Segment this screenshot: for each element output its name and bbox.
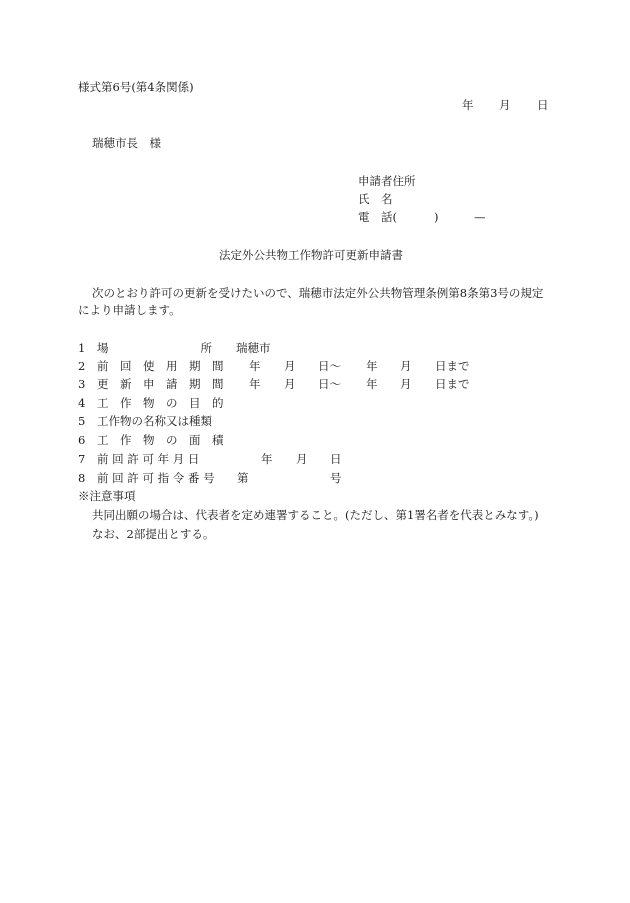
item-number: 7 [78,452,86,466]
period-text: 月 [284,377,296,391]
form-number: 様式第6号(第4条関係) [78,80,194,94]
date-day: 日 [537,98,549,112]
item-number: 6 [78,433,86,447]
item-label: 更 新 申 請 期 間 [97,377,224,391]
item-number: 5 [78,414,86,428]
period-text: 日まで [435,359,470,373]
document-title: 法定外公共物工作物許可更新申請書 [219,248,403,262]
body-line-2: により申請します。 [78,303,181,317]
item-label: 前 回 許 可 年 月 日 [97,452,200,466]
order-number-prefix: 第 [237,471,249,485]
period-text: 月 [400,359,412,373]
period-text: 年 [249,359,261,373]
date-month: 月 [499,98,511,112]
date-text: 月 [296,452,308,466]
notes-line-2: なお、2部提出とする。 [92,527,215,541]
applicant-phone-close: ) [434,210,439,224]
notes-line-1: 共同出願の場合は、代表者を定め連署すること。(ただし、第1署名者を代表とみなす。) [92,508,539,522]
item-label: 工 作 物 の 面 積 [97,433,224,447]
item-label: 工作物の名称又は種類 [97,414,212,428]
addressee: 瑞穂市長 様 [92,136,161,150]
applicant-phone-label: 電 話( [358,210,397,224]
item-number: 1 [78,341,86,355]
applicant-name-label-2: 名 [381,192,393,206]
body-line-1: 次のとおり許可の更新を受けたいので、瑞穂市法定外公共物管理条例第8条第3号の規定 [92,286,544,300]
applicant-phone-dash: — [474,210,486,224]
item-number: 8 [78,471,86,485]
item-label: 前 回 許 可 指 令 番 号 [97,471,215,485]
item-number: 4 [78,396,86,410]
date-year: 年 [462,98,474,112]
item-value: 瑞穂市 [236,341,271,355]
period-text: 日まで [435,377,470,391]
item-label: 工 作 物 の 目 的 [97,396,224,410]
period-text: 年 [366,377,378,391]
period-text: 月 [284,359,296,373]
period-text: 年 [249,377,261,391]
notes-heading: ※注意事項 [78,489,136,503]
date-text: 日 [330,452,342,466]
period-text: 日〜 [318,377,341,391]
period-text: 日〜 [318,359,341,373]
period-text: 月 [400,377,412,391]
item-label: 場 所 [97,341,212,355]
date-text: 年 [261,452,273,466]
order-number-suffix: 号 [330,471,342,485]
applicant-name-label-1: 氏 [358,192,370,206]
period-text: 年 [366,359,378,373]
item-number: 3 [78,377,86,391]
item-label: 前 回 使 用 期 間 [97,359,224,373]
applicant-address-label: 申請者住所 [358,174,416,188]
item-number: 2 [78,359,86,373]
